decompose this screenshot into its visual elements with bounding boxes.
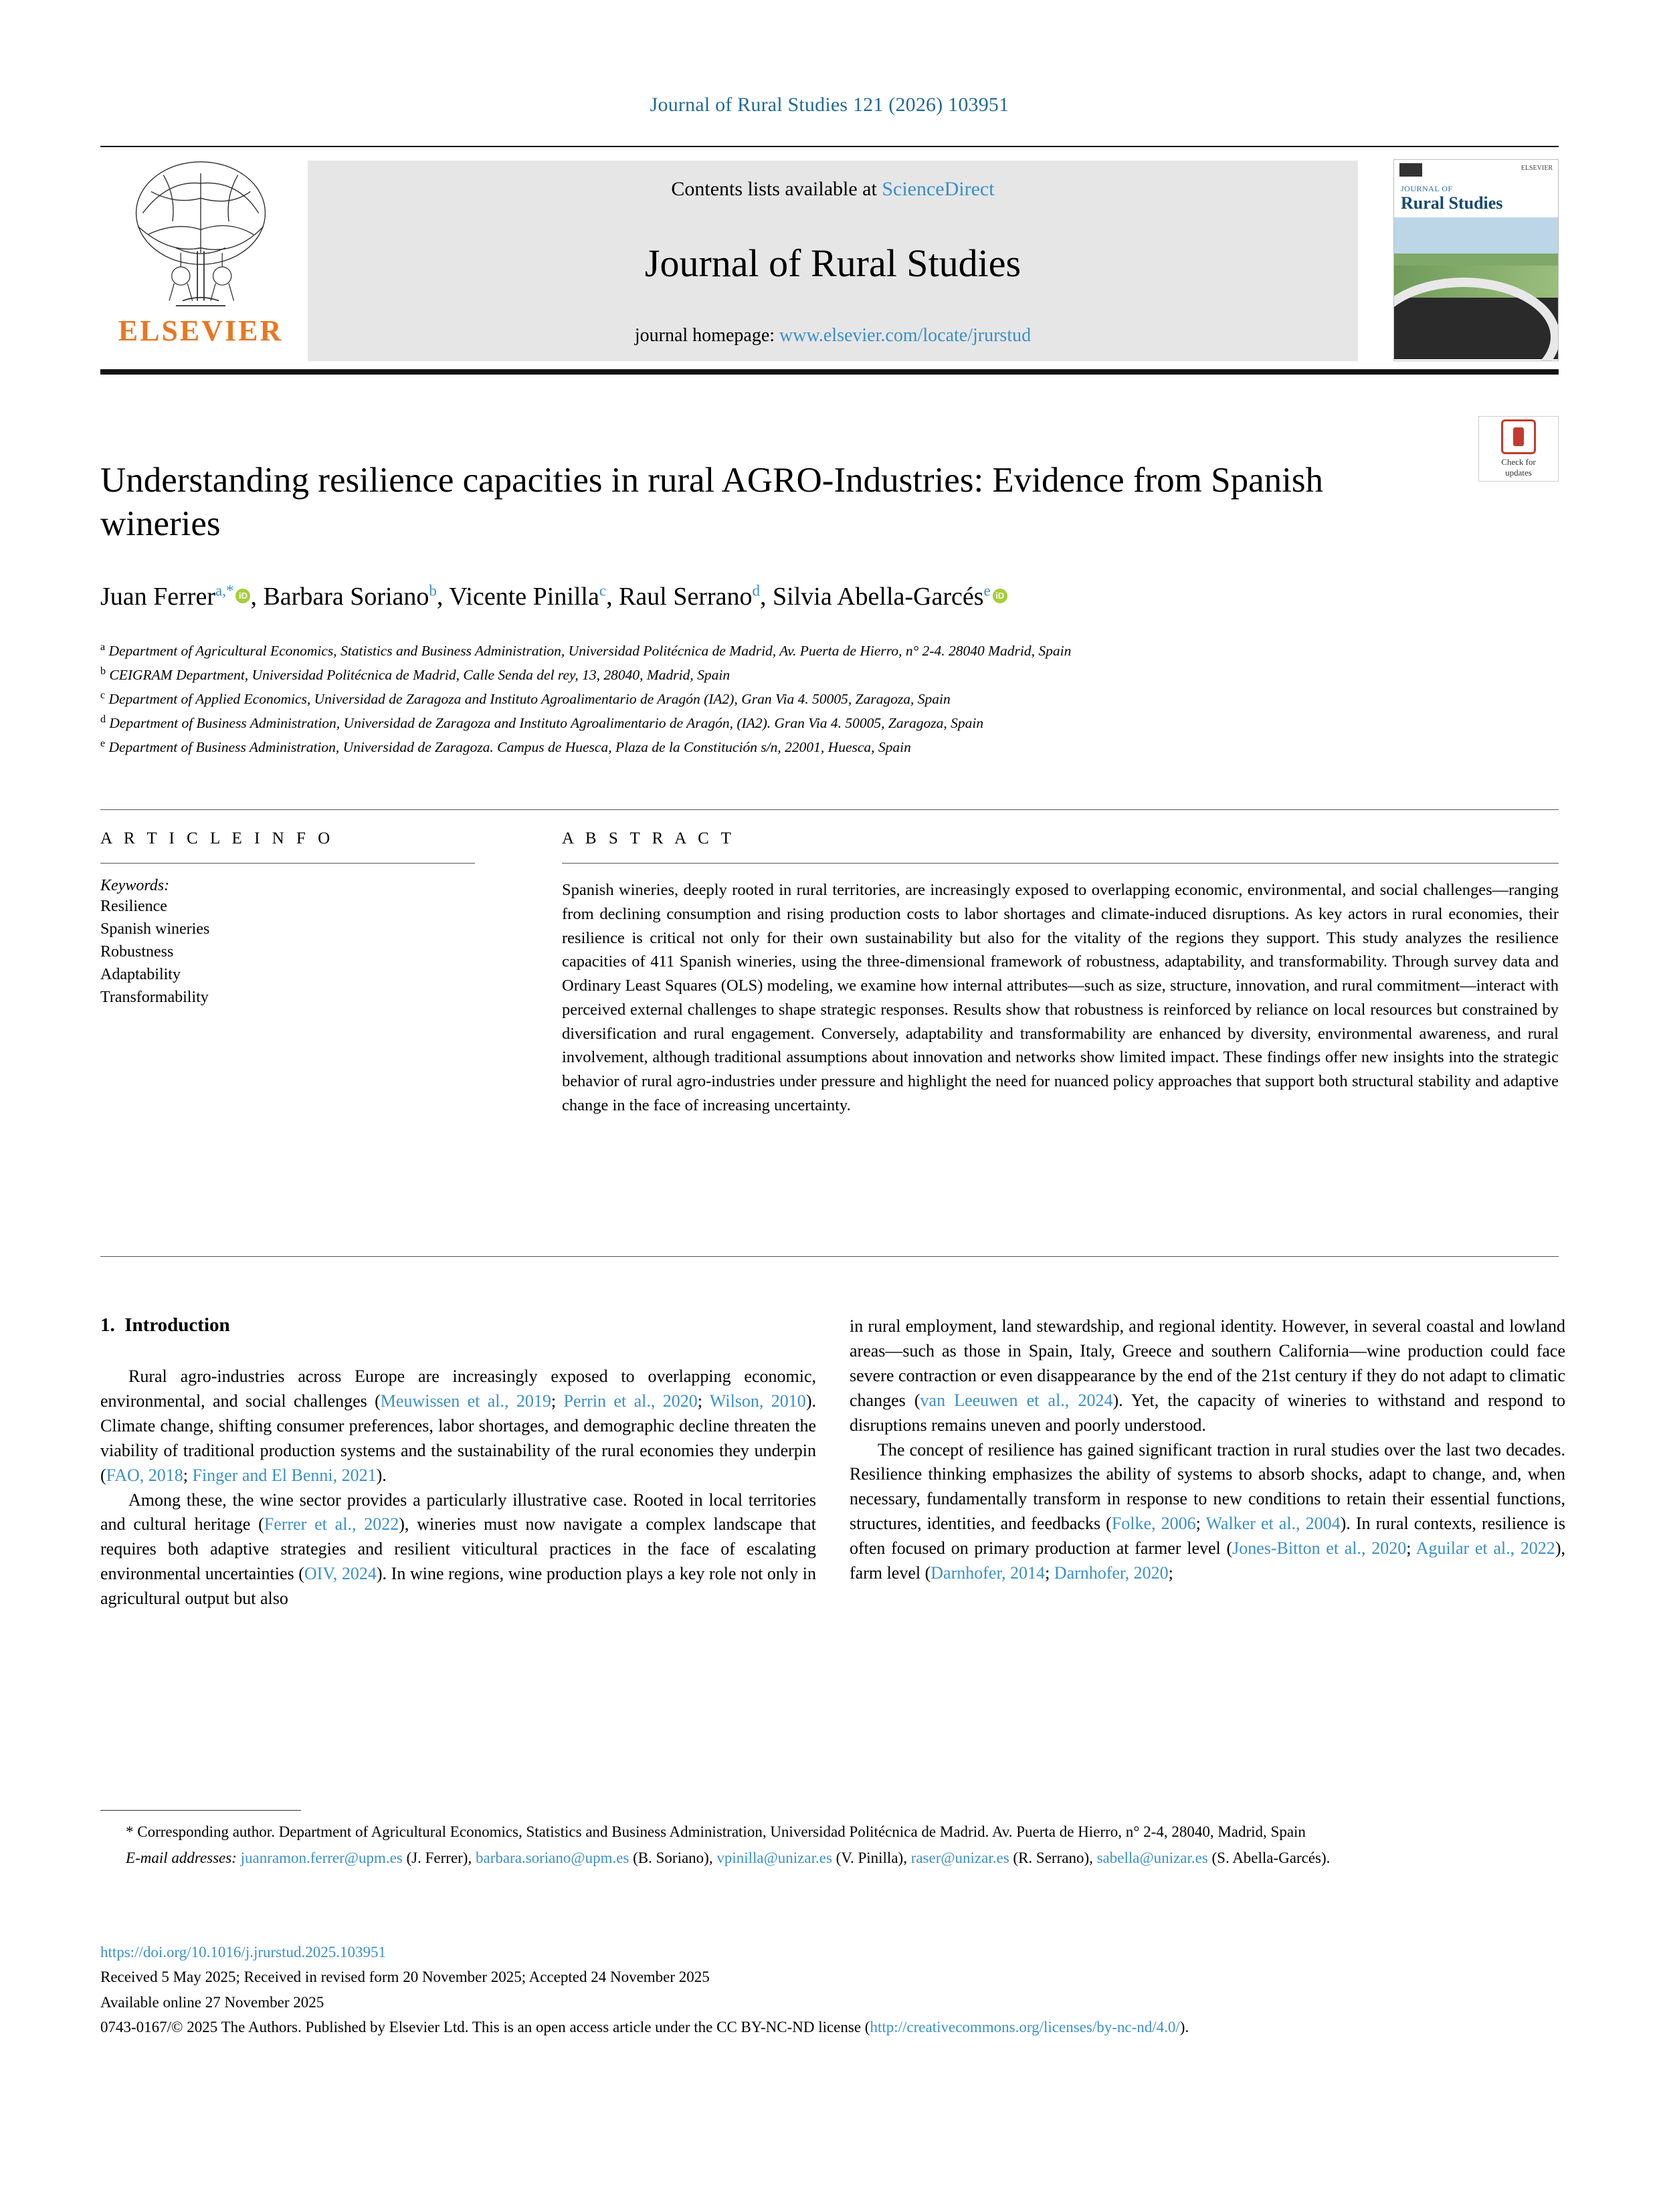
affiliation-item: $^e$ Department of Business Administration, Universidad de Zaragoza. Campus de Huesca, Plaza de la Constitución s/n, 22001, Huesca, Spain: [100, 737, 911, 756]
abstract-rule: [562, 863, 1559, 864]
email-addresses-label: E-mail addresses:: [126, 1849, 237, 1866]
email-link[interactable]: raser@unizar.es: [910, 1849, 1009, 1866]
keyword-item: Robustness: [100, 943, 174, 961]
cover-badge-icon: [1399, 163, 1422, 177]
body-right-paragraphs: [850, 1314, 1565, 1586]
citation-link[interactable]: Aguilar et al., 2022: [1416, 1538, 1555, 1559]
affiliation-mark: a: [100, 641, 106, 653]
body-paragraph: The concept of resilience has gained significant traction in rural studies over the last two decades. Resilience thinking emphasizes the ability of systems to absorb shocks, adapt to change, and, when necessary, fundamentally transform in response to new conditions to retain their essential functions, structures, identities, and feedbacks (Folke, 2006; Walker et al., 2004). In rural contexts, resilience is often focused on primary production at farmer level (Jones-Bitton et al., 2020; Aguilar et al., 2022), farm level (Darnhofer, 2014; Darnhofer, 2020;: [850, 1439, 1565, 1583]
author-name: Silvia Abella-Garcés: [773, 583, 984, 611]
affiliation-mark: b: [100, 665, 106, 677]
masthead-bottom-rule: [100, 369, 1559, 375]
keyword-item: Spanish wineries: [100, 920, 210, 938]
cover-top-bar: [1394, 160, 1558, 180]
crossmark-icon: [1501, 419, 1536, 454]
author-affiliation-mark: a,: [215, 582, 226, 599]
body-column-right: [850, 1314, 1565, 1586]
available-online: Available online 27 November 2025: [100, 1993, 324, 2011]
citation-link[interactable]: Walker et al., 2004: [1205, 1514, 1341, 1534]
affiliation-item: $^d$ Department of Business Administration, Universidad de Zaragoza and Instituto Agroalimentario de Aragón, (IA2). Gran Via 4. 50005, Zaragoza, Spain: [100, 713, 984, 732]
section-title: Introduction: [124, 1314, 230, 1336]
article-info-rule: [100, 863, 475, 864]
abstract-heading: A B S T R A C T: [562, 829, 735, 847]
citation-link[interactable]: OIV, 2024: [304, 1564, 377, 1584]
keywords-list: [100, 895, 475, 1009]
citation-link[interactable]: Meuwissen et al., 2019: [380, 1391, 551, 1411]
contents-prefix: Contents lists available at: [671, 178, 882, 200]
body-paragraph: Rural agro-industries across Europe are increasingly exposed to overlapping economic, environmental, and social challenges (Meuwissen et al., 2019; Perrin et al., 2020; Wilson, 2010). Climate change, shifting consumer preferences, labor shortages, and demographic decline threaten the viability of traditional production systems and the sustainability of the rural economies they underpin (FAO, 2018; Finger and El Benni, 2021).: [100, 1367, 816, 1485]
body-column-left: [100, 1314, 816, 1611]
elsevier-wordmark: ELSEVIER: [118, 314, 284, 347]
author-list: Juan Ferrer$^{a,*}$ iD , Barbara Soriano$^b$, Vicente Pinilla$^c$, Raul Serrano$^d$, Silvia Abella-Garcés$^e$ iD: [100, 582, 1505, 611]
received-dates: Received 5 May 2025; Received in revised form 20 November 2025; Accepted 24 November 2025: [100, 1969, 710, 1986]
keyword-item: Resilience: [100, 898, 167, 915]
cover-title-band: [1394, 180, 1558, 217]
sciencedirect-link[interactable]: ScienceDirect: [882, 178, 995, 200]
cover-big-label: Rural Studies: [1401, 193, 1503, 213]
affiliation-item: $^a$ Department of Agricultural Economics, Statistics and Business Administration, Universidad Politécnica de Madrid, Av. Puerta de Hierro, n° 2-4. 28040 Madrid, Spain: [100, 641, 1072, 660]
orcid-icon[interactable]: iD: [235, 589, 250, 603]
keyword-item: Adaptability: [100, 966, 181, 984]
license-link[interactable]: http://creativecommons.org/licenses/by-nc-nd/4.0/: [870, 2018, 1180, 2035]
article-info-column: [100, 829, 475, 1009]
affiliation-list: [100, 639, 1505, 759]
publication-meta-block: [100, 1940, 1559, 2039]
homepage-line: [635, 325, 1031, 346]
journal-title: Journal of Rural Studies: [644, 241, 1021, 285]
corresponding-author-mark: *: [225, 582, 234, 599]
crossmark-badge[interactable]: [1478, 416, 1559, 482]
email-link[interactable]: juanramon.ferrer@upm.es: [240, 1849, 403, 1866]
author-affiliation-mark: e: [983, 582, 991, 599]
footnote-block: [100, 1821, 1559, 1872]
citation-link[interactable]: Finger and El Benni, 2021: [192, 1465, 377, 1485]
affiliation-mark: d: [100, 713, 106, 725]
email-link[interactable]: vpinilla@unizar.es: [716, 1849, 832, 1866]
keywords-label: Keywords:: [100, 877, 170, 894]
author-name: Juan Ferrer: [100, 583, 215, 611]
citation-link[interactable]: Jones-Bitton et al., 2020: [1232, 1538, 1407, 1559]
crossmark-line2: updates: [1505, 468, 1532, 478]
orcid-icon[interactable]: iD: [993, 589, 1007, 603]
corresponding-author-note: * Corresponding author. Department of Agricultural Economics, Statistics and Business Administration, Universidad Politécnica de Madrid. Av. Puerta de Hierro, n° 2-4, 28040, Madrid, Spain: [126, 1823, 1306, 1840]
elsevier-logo: [100, 155, 301, 368]
section-heading-introduction: [100, 1314, 816, 1336]
contents-line: [671, 178, 994, 201]
article-title: Understanding resilience capacities in rural AGRO-Industries: Evidence from Spanish wineries: [100, 461, 1323, 543]
author-name: Vicente Pinilla: [449, 583, 599, 611]
abstract-text: Spanish wineries, deeply rooted in rural territories, are increasingly exposed to overlapping economic, environmental, and social challenges—ranging from declining consumption and rising production costs to labor shortages and climate-induced disruptions. As key actors in rural economies, their resilience is critical not only for their own sustainability but also for the vitality of the regions they support. This study analyzes the resilience capacities of 411 Spanish wineries, using the three-dimensional framework of robustness, adaptability, and transformability. Through survey data and Ordinary Least Squares (OLS) modeling, we examine how internal attributes—such as size, structure, innovation, and rural commitment—interact with perceived external challenges to shape strategic responses. Results show that robustness is reinforced by reliance on local resources but constrained by diversification and rural engagement. Conversely, adaptability and transformability are enhanced by diversity, environmental awareness, and rural involvement, although traditional assumptions about innovation and networks show limited impact. These findings offer new insights into the strategic behavior of rural agro-industries under pressure and highlight the need for nuanced policy approaches that support both structural stability and adaptive change in the face of increasing uncertainty.: [562, 881, 1559, 1114]
info-block-top-rule: [100, 809, 1559, 810]
citation-link[interactable]: Perrin et al., 2020: [563, 1391, 698, 1411]
body-left-paragraphs: [100, 1365, 816, 1611]
email-link[interactable]: sabella@unizar.es: [1096, 1849, 1208, 1866]
crossmark-line1: Check for: [1501, 457, 1536, 467]
doi-link[interactable]: https://doi.org/10.1016/j.jrurstud.2025.103951: [100, 1944, 387, 1960]
author-name: Barbara Soriano: [263, 583, 429, 611]
affiliation-item: $^c$ Department of Applied Economics, Universidad de Zaragoza and Instituto Agroalimentario de Aragón (IA2), Gran Via 4. 50005, Zaragoza, Spain: [100, 689, 951, 708]
journal-homepage-link[interactable]: www.elsevier.com/locate/jrurstud: [779, 325, 1032, 346]
masthead-top-rule: [100, 146, 1559, 147]
email-link[interactable]: barbara.soriano@upm.es: [475, 1849, 629, 1866]
keyword-item: Transformability: [100, 989, 209, 1007]
cover-bottom: [1394, 298, 1558, 359]
author-affiliation-mark: d: [752, 582, 761, 599]
cover-small-label: JOURNAL OF: [1401, 184, 1453, 193]
citation-link[interactable]: FAO, 2018: [106, 1465, 183, 1485]
affiliation-item: $^b$ CEIGRAM Department, Universidad Politécnica de Madrid, Calle Senda del rey, 13, 28040, Madrid, Spain: [100, 665, 730, 684]
body-paragraph: Among these, the wine sector provides a particularly illustrative case. Rooted in local territories and cultural heritage (Ferrer et al., 2022), wineries must now navigate a complex landscape that requires both adaptive strategies and resilient viticultural practices in the face of escalating environmental uncertainties (OIV, 2024). In wine regions, wine production plays a key role not only in agricultural output but also: [100, 1490, 816, 1609]
body-paragraph: in rural employment, land stewardship, and regional identity. However, in several coastal and lowland areas—such as those in Spain, Italy, Greece and southern California—wine production could face severe contraction or even disappearance by the end of the 21st century if they do not adapt to climatic changes (van Leeuwen et al., 2024). Yet, the capacity of wineries to withstand and respond to disruptions remains uneven and poorly understood.: [850, 1316, 1565, 1435]
citation-link[interactable]: Folke, 2006: [1111, 1514, 1196, 1534]
citation-link[interactable]: Wilson, 2010: [709, 1391, 806, 1411]
citation-link[interactable]: Darnhofer, 2020: [1054, 1563, 1169, 1583]
author-affiliation-mark: c: [599, 582, 607, 599]
info-block-bottom-rule: [100, 1256, 1559, 1257]
affiliation-mark: e: [100, 737, 106, 749]
running-head: Journal of Rural Studies 121 (2026) 103951: [650, 94, 1009, 116]
cover-corner-label: ELSEVIER: [1521, 165, 1553, 172]
masthead-center: [308, 161, 1358, 361]
author-name: Raul Serrano: [619, 583, 753, 611]
section-number: 1.: [100, 1314, 115, 1336]
affiliation-mark: c: [100, 689, 106, 701]
citation-link[interactable]: Darnhofer, 2014: [931, 1563, 1046, 1583]
citation-link[interactable]: Ferrer et al., 2022: [264, 1514, 399, 1534]
homepage-prefix: journal homepage:: [634, 325, 780, 346]
copyright-line: 0743-0167/© 2025 The Authors. Published by Elsevier Ltd. This is an open access article under the CC BY-NC-ND license (http://creativecommons.org/licenses/by-nc-nd/4.0/).: [100, 2018, 1189, 2035]
author-affiliation-mark: b: [429, 582, 437, 599]
masthead: [100, 155, 1559, 369]
citation-link[interactable]: van Leeuwen et al., 2024: [920, 1390, 1113, 1410]
footnote-rule: [100, 1810, 301, 1811]
email-addresses-line: E-mail addresses: juanramon.ferrer@upm.es (J. Ferrer), barbara.soriano@upm.es (B. Soriano), vpinilla@unizar.es (V. Pinilla), raser@unizar.es (R. Serrano), sabella@unizar.es (S. Abella-Garcés).: [126, 1849, 1331, 1866]
abstract-column: [562, 829, 1559, 1118]
elsevier-tree-icon: [117, 155, 284, 312]
journal-cover-thumbnail: [1393, 159, 1559, 361]
article-info-heading: A R T I C L E I N F O: [100, 829, 334, 847]
